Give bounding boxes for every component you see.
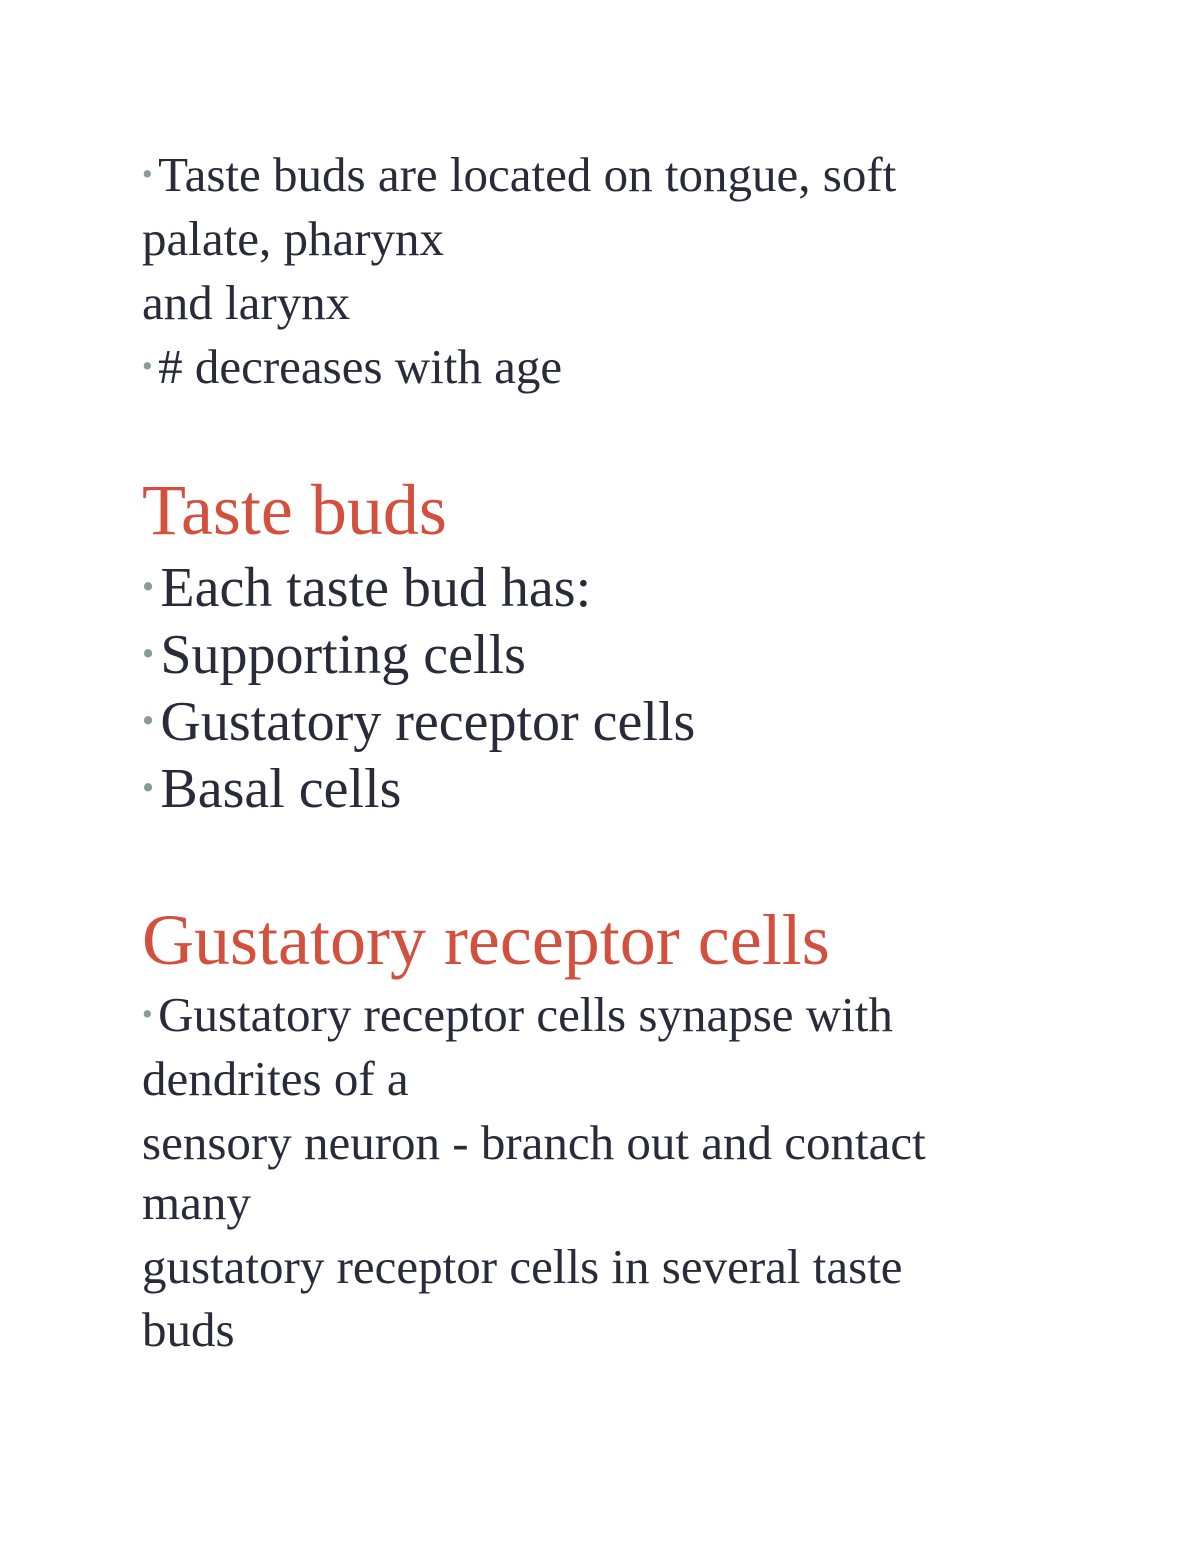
gustatory-text-2: dendrites of a — [142, 1051, 409, 1106]
list-item — [142, 758, 402, 820]
gustatory-text-1: Gustatory receptor cells synapse with — [158, 987, 893, 1042]
list-item-text: Supporting cells — [160, 624, 526, 686]
bullet-icon: • — [142, 997, 153, 1032]
intro-text-2: palate, pharynx — [142, 211, 445, 266]
section-heading-taste-buds: Taste buds — [142, 470, 447, 550]
bullet-icon: • — [142, 349, 153, 384]
gustatory-text-6: buds — [142, 1302, 235, 1357]
intro-text-1: Taste buds are located on tongue, soft — [158, 147, 897, 202]
list-item — [142, 691, 696, 753]
bullet-icon: • — [142, 768, 155, 808]
intro-bullet-line-1 — [142, 147, 897, 202]
bullet-icon: • — [142, 701, 155, 741]
intro-text-3: and larynx — [142, 275, 351, 330]
bullet-icon: • — [142, 157, 153, 192]
intro-bullet-line-2 — [142, 339, 563, 394]
gustatory-text-4: many — [142, 1175, 251, 1230]
list-item — [142, 557, 592, 619]
bullet-icon: • — [142, 567, 155, 607]
gustatory-text-3: sensory neuron - branch out and contact — [142, 1115, 926, 1170]
list-item — [142, 624, 526, 686]
gustatory-text-5: gustatory receptor cells in several taste — [142, 1239, 903, 1294]
list-item-text: Gustatory receptor cells — [160, 691, 696, 753]
list-item-text: Basal cells — [160, 758, 402, 820]
bullet-icon: • — [142, 634, 155, 674]
gustatory-bullet-line — [142, 987, 893, 1042]
list-item-text: Each taste bud has: — [160, 557, 592, 619]
section-heading-gustatory: Gustatory receptor cells — [142, 900, 830, 980]
intro-text-4: # decreases with age — [158, 339, 563, 394]
